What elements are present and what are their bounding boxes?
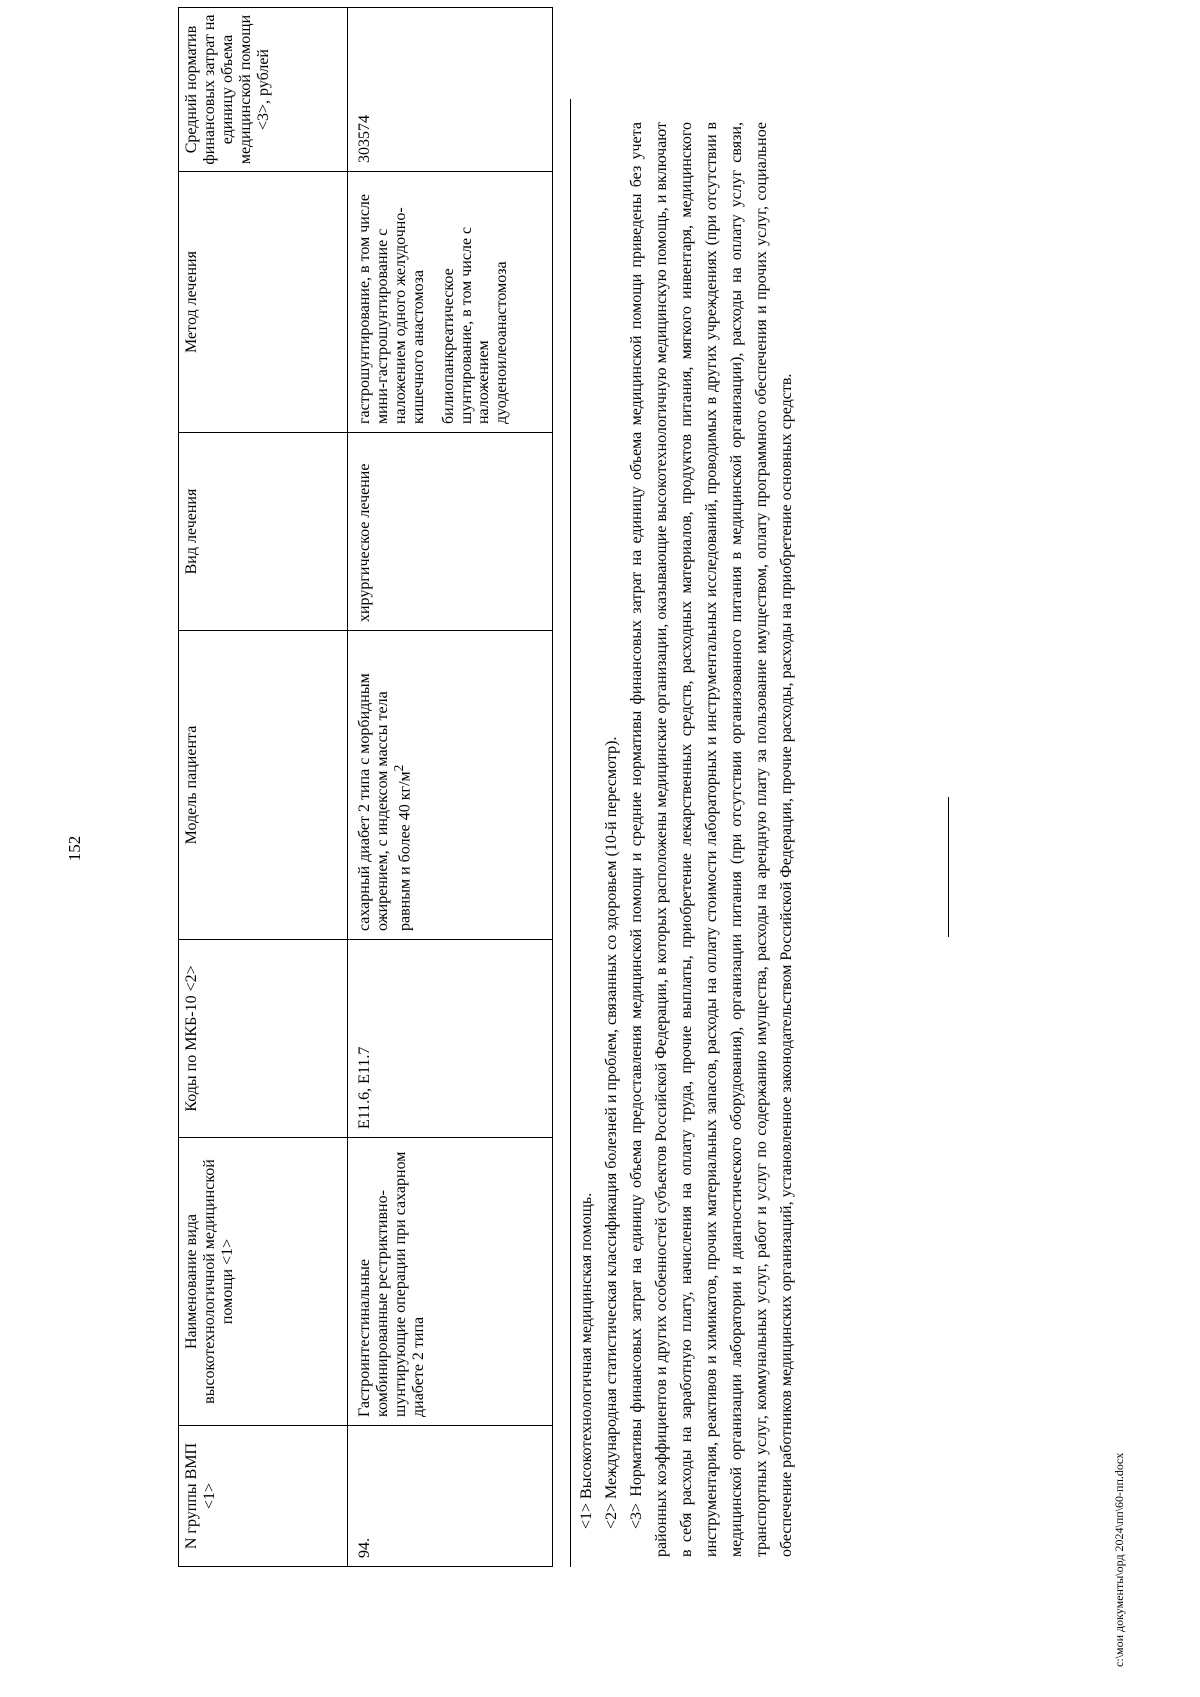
footnote-separator-line — [570, 99, 571, 1567]
footnote-3: <3> Нормативы финансовых затрат на единицу объема предоставления медицинской помощи и средние нормативы финансовых затрат на единицу объема медицинской помощи приведены без учета районных коэффициентов и других особенностей субъектов Российской Федерации, в которых расположены медицинские организации, оказывающие высокотехнологичную медицинскую помощь, и включают в себя расходы на заработную плату, начисления на оплату труда, прочие выплаты, приобретение лекарственных средств, расходных материалов, продуктов питания, мягкого инвентаря, медицинского инструментария, реактивов и химикатов, прочих материальных запасов, расходы на оплату стоимости лабораторных и инструментальных исследований, проводимых в других учреждениях (при отсутствии в медицинской организации лаборатории и диагностического оборудования), организации питания (при отсутствии организованного питания в медицинской организации), расходы на оплату услуг связи, транспортных услуг, коммунальных услуг, работ и услуг по содержанию имущества, расходы на арендную плату за пользование имуществом, оплату программного обеспечения и прочих услуг, социальное обеспечение работников медицинских организаций, установленное законодательством Российской Федерации, прочие расходы, расходы на приобретение основных средств. — [628, 122, 795, 1557]
header-method: Метод лечения — [179, 172, 348, 433]
cell-treatment: хирургическое лечение — [348, 433, 553, 631]
footnotes — [574, 122, 799, 1557]
cell-codes: E11.6, E11.7 — [348, 940, 553, 1138]
header-name: Наименование вида высокотехнологичной медицинской помощи <1> — [179, 1138, 348, 1426]
file-path-footer: c:\мои документы\орд 2024\пп\60-пп.docx — [1112, 1452, 1126, 1667]
method-1: гастрошунтирование, в том числе мини-гастрошунтирование с наложением одного желудочно-кишечного анастомоза — [356, 193, 427, 424]
page-number: 152 — [65, 835, 84, 862]
cell-cost: 303574 — [348, 8, 553, 172]
cell-model — [348, 631, 553, 940]
model-superscript: 2 — [390, 764, 406, 772]
header-group: N группы ВМП <1> — [179, 1426, 348, 1567]
header-model: Модель пациента — [179, 631, 348, 940]
method-2: билиопанкреатическое шунтирование, в том числе с наложением дуоденоилеоанастомоза — [439, 226, 511, 424]
cell-name: Гастроинтестинальные комбинированные рестриктивно-шунтирующие операции при сахарном диабете 2 типа — [348, 1138, 553, 1426]
header-treatment: Вид лечения — [179, 433, 348, 631]
model-text: сахарный диабет 2 типа с морбидным ожирением, с индексом массы тела равным и более 40 кг/м — [356, 673, 414, 931]
end-separator-line — [948, 797, 949, 937]
table-row — [348, 8, 553, 1567]
footnote-2: <2> Международная статистическая классификация болезней и проблем, связанных со здоровьем (10-й пересмотр). — [603, 736, 620, 1529]
header-cost: Средний норматив финансовых затрат на единицу объема медицинской помощи <3>, рублей — [179, 8, 348, 172]
vmp-table — [178, 7, 553, 1567]
table-header-row — [179, 8, 348, 1567]
cell-group: 94. — [348, 1426, 553, 1567]
footnote-1: <1> Высокотехнологичная медицинская помощь. — [578, 1192, 595, 1529]
header-codes: Коды по МКБ-10 <2> — [179, 940, 348, 1138]
cell-method — [348, 172, 553, 433]
